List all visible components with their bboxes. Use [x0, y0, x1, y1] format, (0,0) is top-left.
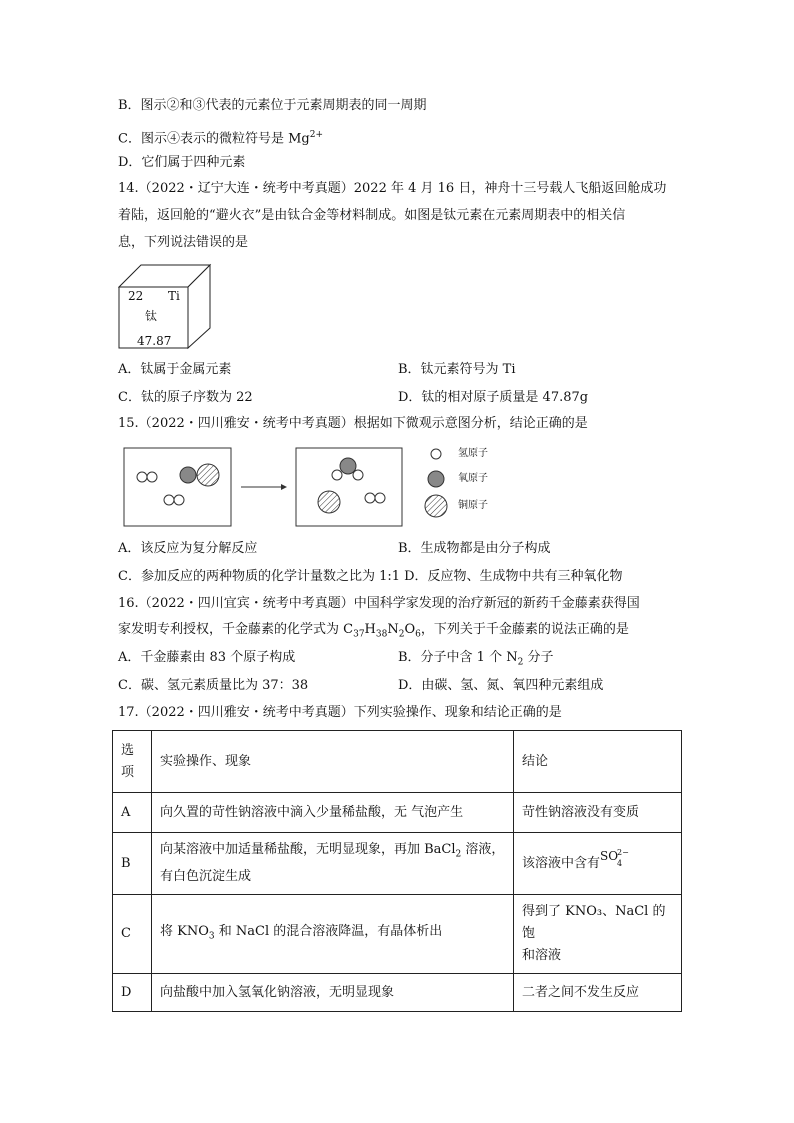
- q16-option-b: [398, 648, 553, 673]
- row-c-operation-sub: 3: [208, 931, 215, 942]
- sulfate-ion-charge: 2−: [617, 847, 629, 857]
- titanium-element-card: [118, 262, 212, 350]
- row-b-operation-line2: 有白色沉淀生成: [160, 868, 252, 884]
- q17-table: [112, 730, 682, 1012]
- header-operation: 实验操作、现象: [152, 731, 514, 793]
- q16-option-b-sub: 2: [517, 657, 524, 668]
- q17-stem: 17.（2022・四川雅安・统考中考真题）下列实验操作、现象和结论正确的是: [118, 705, 562, 720]
- row-b-option: B: [113, 833, 152, 895]
- row-b-operation-sub: 2: [455, 849, 462, 860]
- table-row: [113, 895, 682, 974]
- row-c-operation-text: 将 KNO: [160, 923, 209, 939]
- q16-option-d: D．由碳、氢、氮、氧四种元素组成: [398, 678, 604, 693]
- q16-stem-line2: 家发明专利授权，千金藤素的化学式为 $C_{37}H_{38}N_2O_6$，下列关于千金藤素的说法正确的是: [118, 622, 629, 640]
- q14-stem-line1: 14.（2022・辽宁大连・统考中考真题）2022 年 4 月 16 日，神舟十三号载人飞船返回舱成功: [118, 181, 667, 196]
- row-b-conclusion-text: 该溶液中含有: [522, 855, 601, 871]
- q13-option-d: D．它们属于四种元素: [118, 155, 246, 170]
- header-option: [113, 731, 152, 793]
- q15-stem: 15.（2022・四川雅安・统考中考真题）根据如下微观示意图分析，结论正确的是: [118, 416, 588, 431]
- q16-option-b-text: B．分子中含 1 个 N: [398, 650, 518, 665]
- row-c-conclusion-line2: 和溶液: [522, 948, 562, 963]
- row-c-option: C: [113, 895, 152, 974]
- element-atomic-mass: 47.87: [137, 334, 172, 348]
- table-row: [113, 974, 682, 1012]
- q13-option-c-text: C．图示④表示的微粒符号是 Mg: [118, 131, 310, 147]
- q14-option-c: C．钛的原子序数为 22: [118, 390, 253, 405]
- formula-c-count: 37: [353, 629, 365, 640]
- q16-stem-text: 家发明专利授权，千金藤素的化学式为 C: [118, 622, 354, 637]
- row-c-operation: [152, 895, 514, 974]
- q13-option-c: [118, 125, 323, 149]
- legend-oxygen-atom: 氧原子: [458, 473, 488, 484]
- row-d-conclusion: 二者之间不发生反应: [514, 974, 682, 1012]
- table-row: [113, 833, 682, 895]
- q13-option-b: B．图示②和③代表的元素位于元素周期表的同一周期: [118, 98, 427, 113]
- q14-option-d: D．钛的相对原子质量是 47.87g: [398, 390, 589, 405]
- legend-hydrogen-atom: 氢原子: [458, 448, 488, 459]
- q16-option-c: C．碳、氢元素质量比为 37：38: [118, 678, 309, 693]
- sulfate-ion-symbol: SO: [600, 848, 619, 863]
- row-b-operation: [152, 833, 514, 895]
- q14-option-a: A．钛属于金属元素: [118, 362, 232, 377]
- header-conclusion: 结论: [514, 731, 682, 793]
- row-d-operation: 向盐酸中加入氢氧化钠溶液，无明显现象: [152, 974, 514, 1012]
- q16-stem-line1: 16.（2022・四川宜宾・统考中考真题）中国科学家发现的治疗新冠的新药千金藤素获得国: [118, 596, 640, 611]
- formula-h-count: 38: [375, 629, 388, 640]
- row-b-conclusion: [514, 833, 682, 895]
- q16-option-b-suffix: 分子: [523, 650, 554, 665]
- q14-stem-line3: 息，下列说法错误的是: [118, 235, 249, 250]
- q15-option-cd: C．参加反应的两种物质的化学计量数之比为 1:1 D．反应物、生成物中共有三种氧化物: [118, 569, 623, 584]
- element-atomic-number: 22: [128, 289, 144, 303]
- row-d-option: D: [113, 974, 152, 1012]
- q16-option-a: A．千金藤素由 83 个原子构成: [118, 650, 296, 665]
- sulfate-ion: [600, 847, 629, 873]
- q14-option-b: B．钛元素符号为 Ti: [398, 362, 516, 377]
- element-name: 钛: [145, 309, 158, 323]
- element-symbol: Ti: [168, 289, 180, 303]
- row-a-operation: 向久置的苛性钠溶液中滴入少量稀盐酸，无 气泡产生: [152, 793, 514, 833]
- q13-option-c-charge: 2+: [309, 130, 323, 140]
- q16-stem-suffix: ，下列关于千金藤素的说法正确的是: [420, 622, 629, 637]
- row-c-conclusion-line1: 得到了 KNO₃、NaCl 的饱: [522, 904, 666, 941]
- q15-option-a: A．该反应为复分解反应: [118, 541, 258, 556]
- row-c-operation-suffix: 和 NaCl 的混合溶液降温，有晶体析出: [214, 923, 443, 939]
- formula-n-count: 2: [398, 629, 405, 640]
- q15-micro-diagram: [118, 442, 538, 532]
- table-header-row: [113, 731, 682, 793]
- header-option-line1: 选: [121, 742, 135, 758]
- row-a-option: A: [113, 793, 152, 833]
- formula-o-count: 6: [415, 629, 421, 640]
- sulfate-ion-subscript: 4: [617, 858, 623, 868]
- row-b-operation-text: 向某溶液中加适量稀盐酸，无明显现象，再加 BaCl: [160, 842, 456, 858]
- legend-copper-atom: 铜原子: [458, 500, 488, 511]
- row-b-operation-suffix: 溶液，: [461, 842, 505, 858]
- q14-stem-line2: 着陆，返回舱的“避火衣”是由钛合金等材料制成。如图是钛元素在元素周期表中的相关信: [118, 208, 626, 223]
- header-option-line2: 项: [121, 764, 135, 780]
- row-c-conclusion: [514, 895, 682, 974]
- q15-option-b: B．生成物都是由分子构成: [398, 541, 551, 556]
- table-row: [113, 793, 682, 833]
- row-a-conclusion: 苛性钠溶液没有变质: [514, 793, 682, 833]
